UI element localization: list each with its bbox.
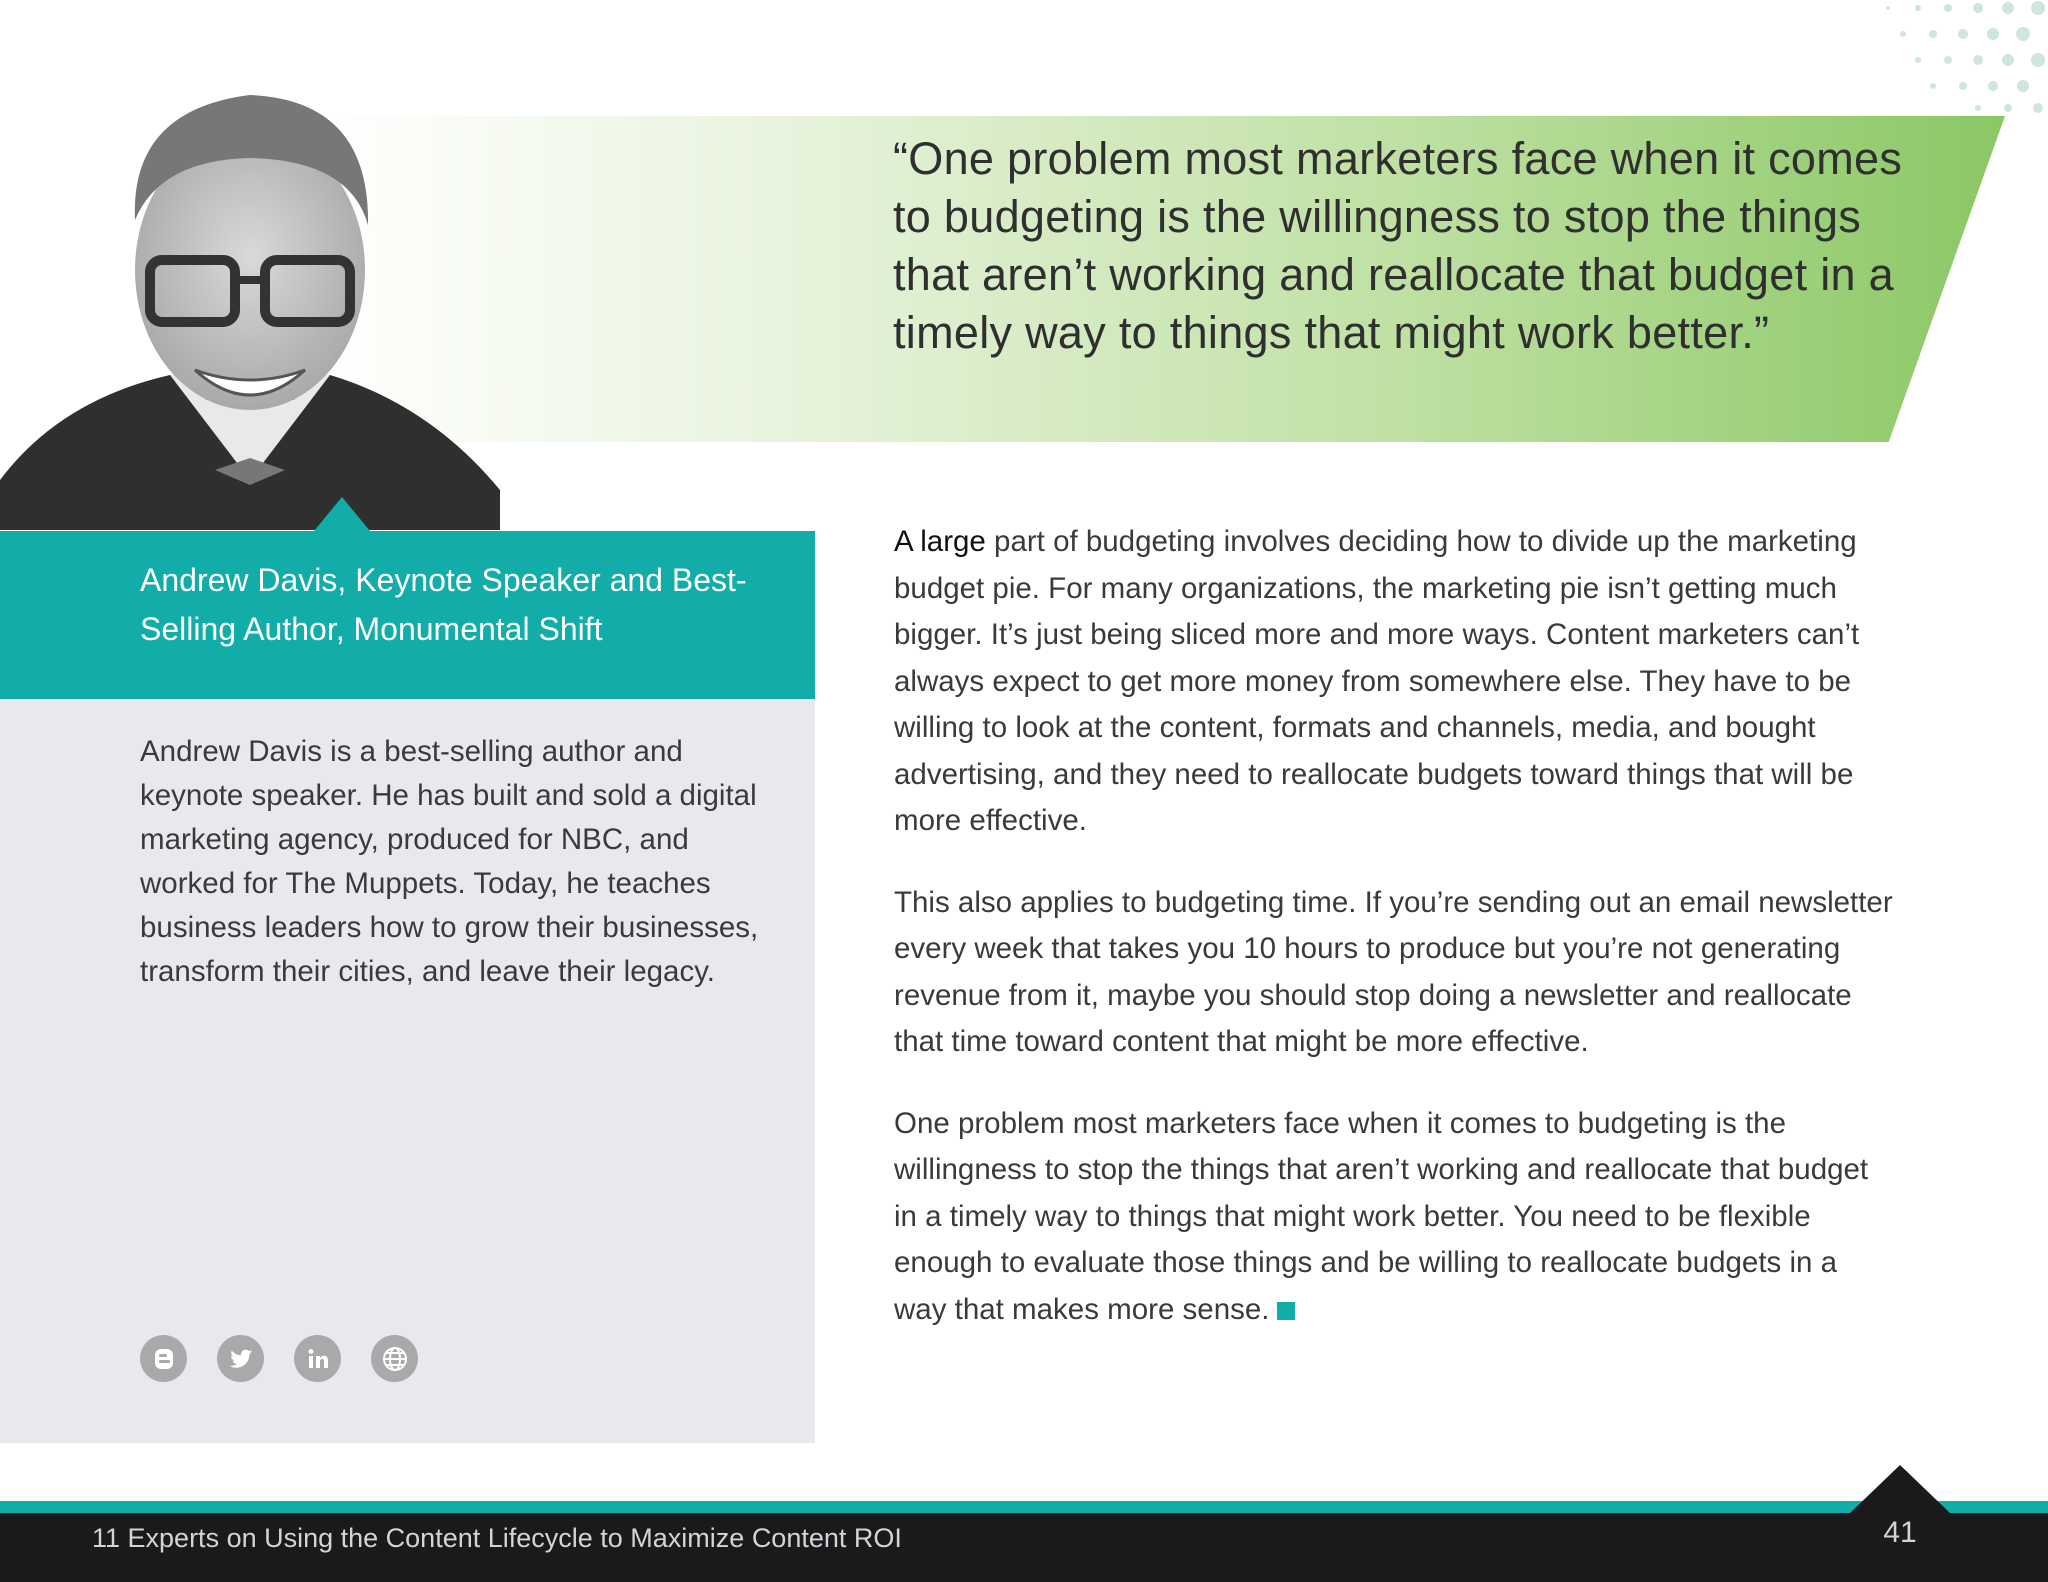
decorative-dot-pattern xyxy=(1708,0,2048,120)
paragraph-lead: A large xyxy=(894,525,986,558)
globe-icon[interactable] xyxy=(371,1335,418,1382)
footer-title: 11 Experts on Using the Content Lifecycle to Maximize Content ROI xyxy=(92,1523,902,1553)
paragraph-1-text: part of budgeting involves deciding how to divide up the marketing budget pie. For many organizations, the marketing pie isn’t getting much bigger. It’s just being sliced more and more ways. Content marketers can’t always expect to get more money from somewhere else. They have to be willing to look at the content, formats and channels, media, and bought advertising, and they need to reallocate budgets toward things that will be more effective. xyxy=(894,525,1860,837)
twitter-icon[interactable] xyxy=(217,1335,264,1382)
blogger-icon[interactable] xyxy=(140,1335,187,1382)
paragraph-2: This also applies to budgeting time. If you’re sending out an email newsletter every week that takes you 10 hours to produce but you’re not generating revenue from it, maybe you should stop doing a newsletter and reallocate that time toward content that might be more effective. xyxy=(894,885,1893,1058)
speaker-bio: Andrew Davis is a best-selling author and keynote speaker. He has built and sold a digital marketing agency, produced for NBC, and worked for The Muppets. Today, he teaches business leaders how to grow their businesses, transform their cities, and leave their legacy. xyxy=(140,735,759,988)
end-of-article-mark xyxy=(1277,1302,1295,1320)
article-body xyxy=(894,519,1894,1368)
social-links xyxy=(140,1335,418,1382)
footer-tab xyxy=(1850,1465,1950,1513)
pull-quote: “One problem most marketers face when it comes to budgeting is the willingness to stop the things that aren’t working and reallocate that budget in a timely way to things that might work better.” xyxy=(893,133,1903,358)
page-number: 41 xyxy=(1883,1516,1917,1549)
paragraph-1 xyxy=(894,519,1894,845)
speaker-name: Andrew Davis, xyxy=(140,562,347,598)
footer-accent-line xyxy=(0,1501,2048,1513)
speaker-portrait xyxy=(0,40,500,530)
panel-notch xyxy=(314,497,370,531)
linkedin-icon[interactable] xyxy=(294,1335,341,1382)
paragraph-3-text: One problem most marketers face when it comes to budgeting is the willingness to stop the things that aren’t working and reallocate that budget in a timely way to things that might work better. You need to be flexible enough to evaluate those things and be willing to reallocate budgets in a way that makes more sense. xyxy=(894,1106,1869,1326)
speaker-title: Keynote Speaker and Best-Selling Author, Monumental Shift xyxy=(140,562,747,647)
paragraph-3 xyxy=(894,1101,1894,1334)
speaker-credit xyxy=(140,556,800,654)
